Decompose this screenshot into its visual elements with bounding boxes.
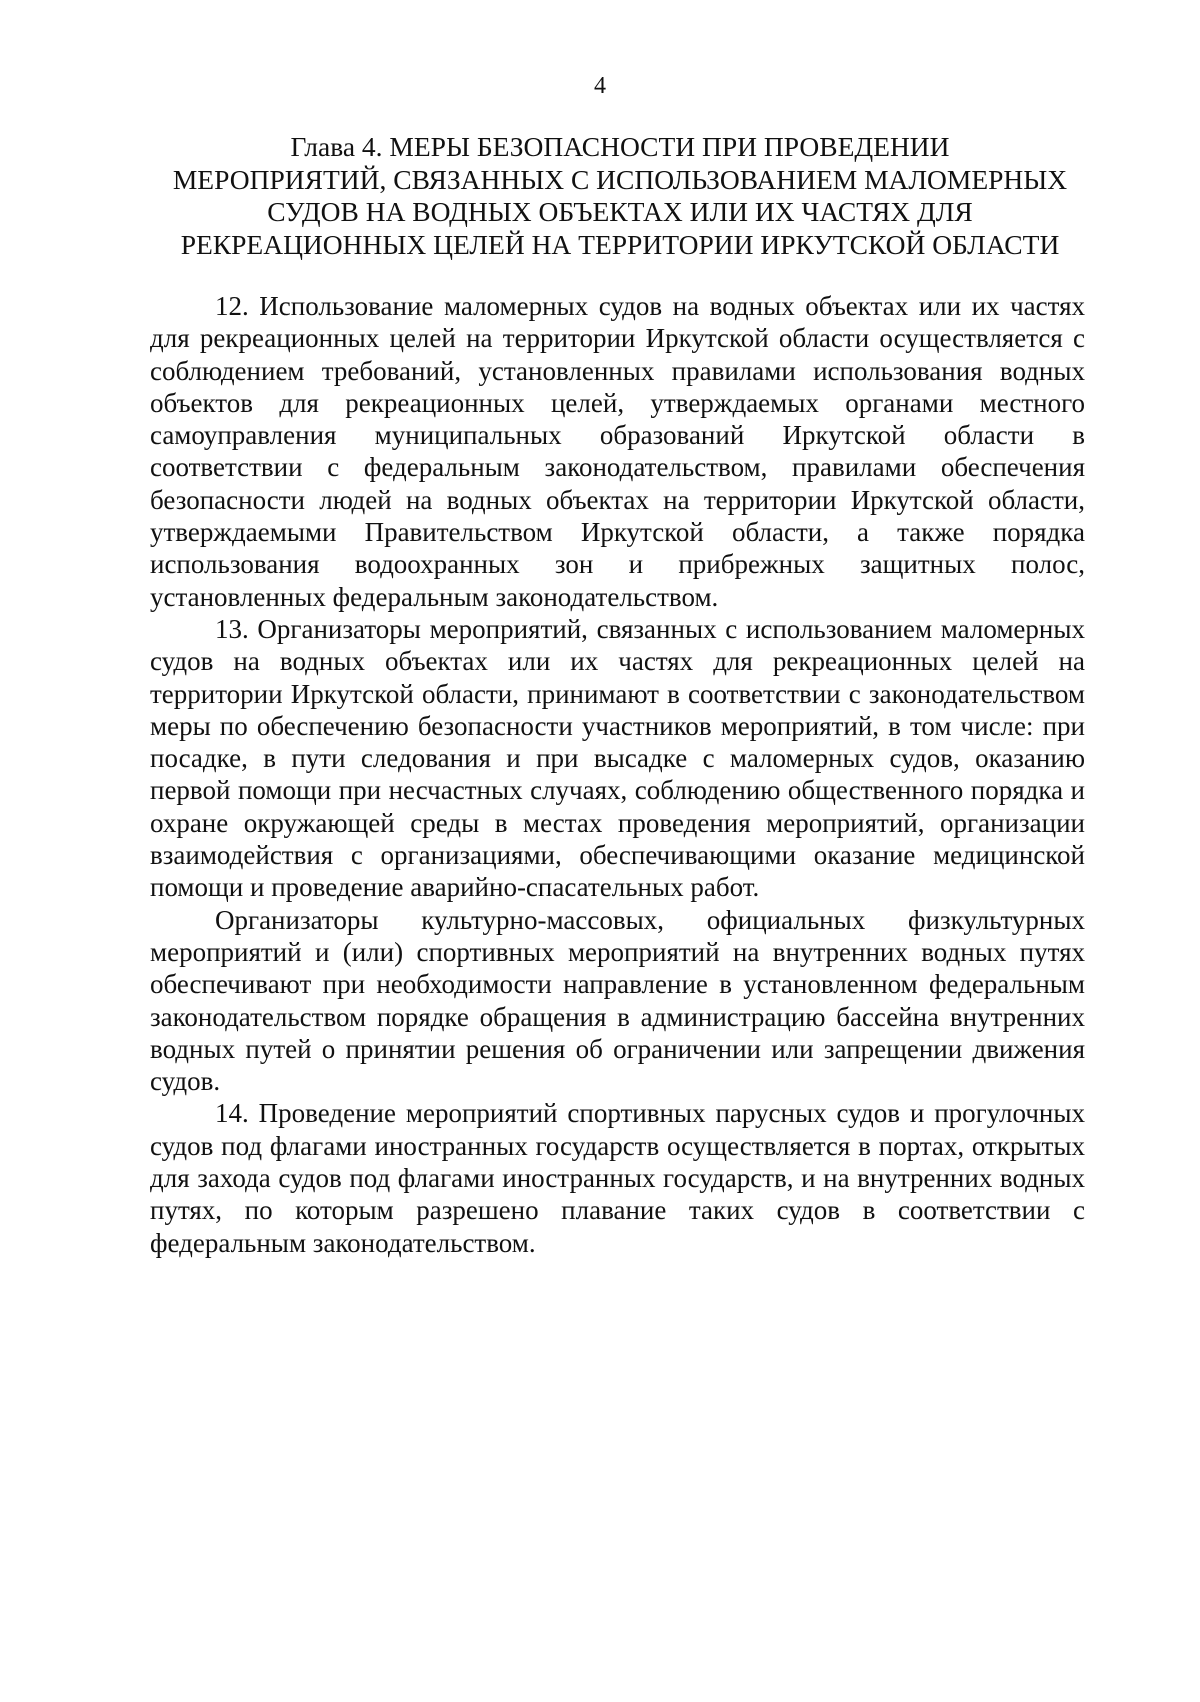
paragraph-13-continued: Организаторы культурно-массовых, официальных физкультурных мероприятий и (или) спортивных мероприятий на внутренних водных путях обеспечивают при необходимости направление в установленном федеральным законодательством порядке обращения в администрацию бассейна внутренних водных путей о принятии решения об ограничении или запрещении движения судов. (150, 904, 1085, 1097)
chapter-title (150, 131, 1090, 261)
chapter-title-line-2: МЕРОПРИЯТИЙ, СВЯЗАННЫХ С ИСПОЛЬЗОВАНИЕМ МАЛОМЕРНЫХ (172, 163, 1068, 195)
paragraph-13: 13. Организаторы мероприятий, связанных с использованием маломерных судов на водных объектах или их частях для рекреационных целей на территории Иркутской области, принимают в соответствии с законодательством меры по обеспечению безопасности участников мероприятий, в том числе: при посадке, в пути следования и при высадке с маломерных судов, оказанию первой помощи при несчастных случаях, соблюдению общественного порядка и охране окружающей среды в местах проведения мероприятий, организации взаимодействия с организациями, обеспечивающими оказание медицинской помощи и проведение аварийно-спасательных работ. (150, 613, 1085, 903)
body-text (150, 290, 1085, 1259)
chapter-title-line-3: СУДОВ НА ВОДНЫХ ОБЪЕКТАХ ИЛИ ИХ ЧАСТЯХ ДЛЯ (267, 196, 973, 227)
chapter-title-line-4: РЕКРЕАЦИОННЫХ ЦЕЛЕЙ НА ТЕРРИТОРИИ ИРКУТСКОЙ ОБЛАСТИ (180, 228, 1060, 260)
page-number: 4 (594, 73, 606, 99)
paragraph-14: 14. Проведение мероприятий спортивных парусных судов и прогулочных судов под флагами иностранных государств осуществляется в портах, открытых для захода судов под флагами иностранных государств, и на внутренних водных путях, по которым разрешено плавание таких судов в соответствии с федеральным законодательством. (150, 1098, 1085, 1258)
paragraph-12: 12. Использование маломерных судов на водных объектах или их частях для рекреационных целей на территории Иркутской области осуществляется с соблюдением требований, установленных правилами использования водных объектов для рекреационных целей, утверждаемых органами местного самоуправления муниципальных образований Иркутской области в соответствии с федеральным законодательством, правилами обеспечения безопасности людей на водных объектах на территории Иркутской области, утверждаемыми Правительством Иркутской области, а также порядка использования водоохранных зон и прибрежных защитных полос, установленных федеральным законодательством. (150, 291, 1085, 612)
chapter-title-line-1: Глава 4. МЕРЫ БЕЗОПАСНОСТИ ПРИ ПРОВЕДЕНИИ (290, 131, 950, 162)
